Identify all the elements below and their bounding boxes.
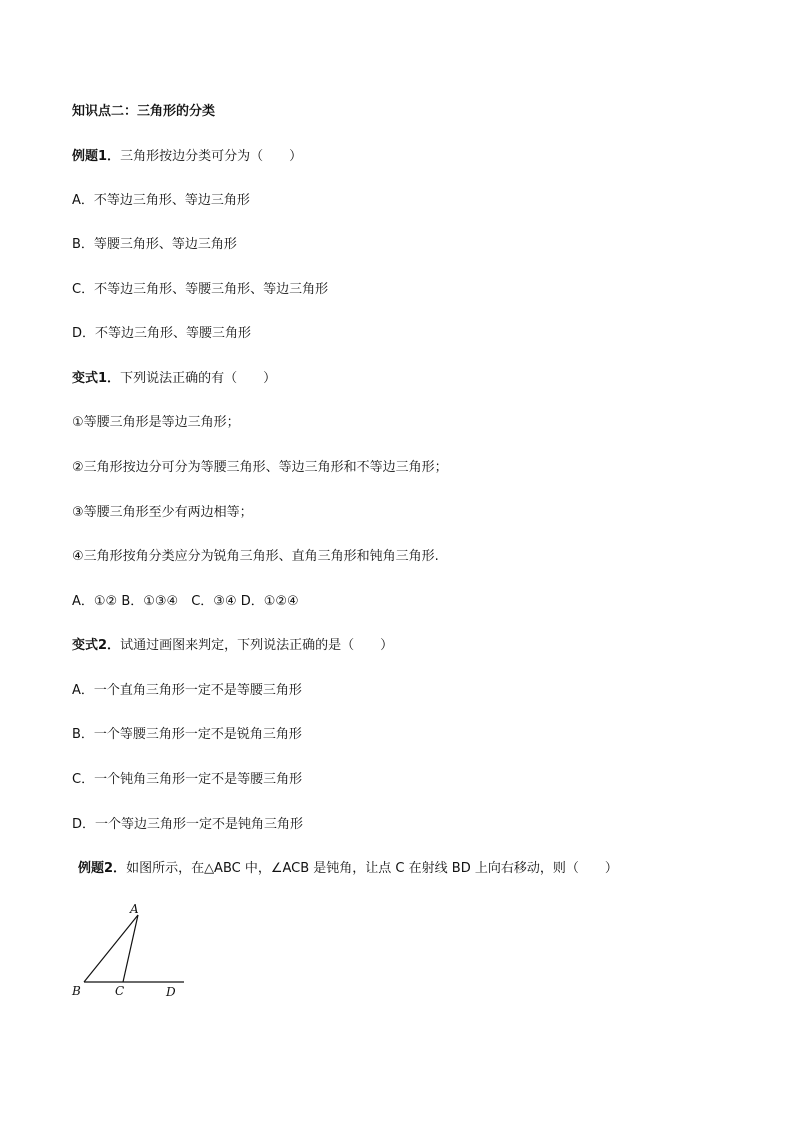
variant1-question [72, 370, 276, 388]
label-a: A [130, 902, 139, 916]
variant2-option-b: B．一个等腰三角形一定不是锐角三角形 [72, 727, 302, 742]
example1-option-b: B．等腰三角形、等边三角形 [72, 237, 237, 252]
variant2-tag: 变式 [72, 638, 99, 653]
triangle-figure [60, 895, 200, 1005]
variant1-statement-3: ③等腰三角形至少有两边相等； [72, 505, 253, 520]
example2-tag: 例题 [78, 861, 105, 876]
variant1-tag: 变式 [72, 371, 99, 386]
example2-stem: 如图所示，在△ABC 中，∠ACB 是钝角，让点 C 在射线 BD 上向右移动，则（ ） [126, 861, 618, 876]
example1-tag: 例题 [72, 149, 99, 164]
example1-option-c: C．不等边三角形、等腰三角形、等边三角形 [72, 282, 329, 297]
variant2-option-a: A．一个直角三角形一定不是等腰三角形 [72, 683, 302, 698]
variant1-number: 1． [98, 371, 121, 386]
variant2-option-c: C．一个钝角三角形一定不是等腰三角形 [72, 772, 303, 787]
example1-question [72, 148, 302, 166]
variant1-statement-2: ②三角形按边分可分为等腰三角形、等边三角形和不等边三角形； [72, 460, 448, 475]
variant2-stem: 试通过画图来判定，下列说法正确的是（ ） [120, 638, 394, 653]
example1-option-d: D．不等边三角形、等腰三角形 [72, 326, 252, 341]
variant2-question [72, 637, 393, 655]
label-b: B [72, 984, 81, 998]
section-title: 知识点二：三角形的分类 [72, 104, 216, 119]
label-d: D [166, 985, 176, 999]
example2-number: 2． [104, 861, 127, 876]
label-c: C [115, 984, 125, 998]
example1-number: 1． [98, 149, 121, 164]
variant1-statement-4: ④三角形按角分类应分为锐角三角形、直角三角形和钝角三角形. [72, 549, 439, 564]
variant1-statement-1: ①等腰三角形是等边三角形； [72, 415, 240, 430]
example1-stem: 三角形按边分类可分为（ ） [120, 149, 303, 164]
example2-question [78, 860, 618, 878]
variant2-number: 2． [98, 638, 121, 653]
variant2-option-d: D．一个等边三角形一定不是钝角三角形 [72, 817, 304, 832]
variant1-stem: 下列说法正确的有（ ） [120, 371, 277, 386]
example1-option-a: A．不等边三角形、等边三角形 [72, 193, 250, 208]
variant1-options: A．①② B．①③④ C．③④ D．①②④ [72, 594, 299, 609]
